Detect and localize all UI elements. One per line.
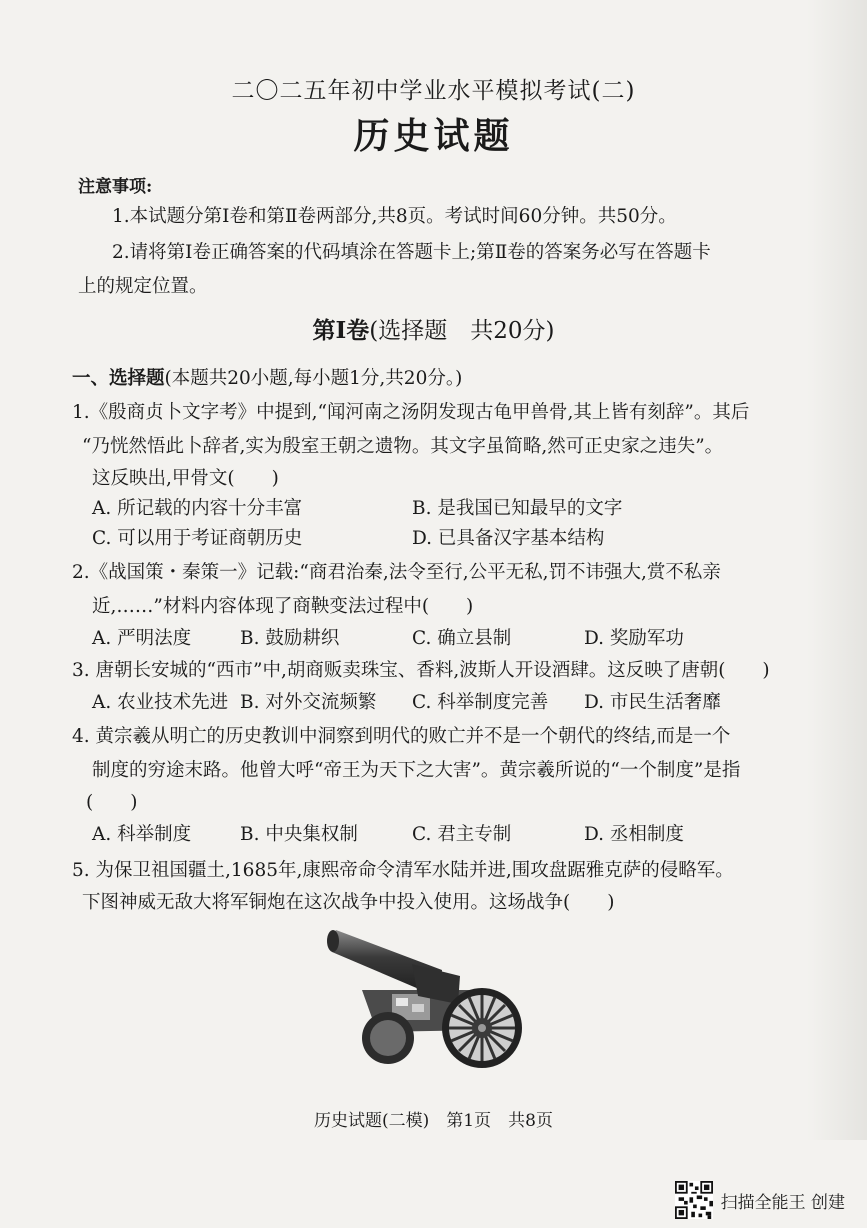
q4-line-3: ( )	[86, 792, 138, 813]
part-heading-row	[72, 364, 462, 390]
part-heading: 一、选择题	[72, 368, 165, 389]
q2-line-2: 近,……”材料内容体现了商鞅变法过程中( )	[92, 596, 474, 617]
q1-option-a: A. 所记载的内容十分丰富	[92, 498, 303, 519]
page-footer: 历史试题(二模) 第1页 共8页	[314, 1111, 553, 1131]
qr-code-icon	[675, 1181, 713, 1219]
q4-option-b: B. 中央集权制	[240, 824, 358, 845]
section-title	[0, 312, 867, 345]
scanner-watermark	[675, 1180, 845, 1220]
scan-shadow	[807, 0, 867, 1140]
section-title-prefix: 第Ⅰ卷	[312, 317, 370, 344]
part-desc: (本题共20小题,每小题1分,共20分。)	[164, 368, 463, 389]
watermark-text: 扫描全能王 创建	[720, 1192, 845, 1213]
q1-line-3: 这反映出,甲骨文( )	[92, 468, 279, 489]
q1-option-c: C. 可以用于考证商朝历史	[92, 528, 303, 549]
q1-option-b: B. 是我国已知最早的文字	[412, 498, 623, 519]
notice-item-1: 1.本试题分第Ⅰ卷和第Ⅱ卷两部分,共8页。考试时间60分钟。共50分。	[112, 206, 677, 227]
q4-line-2: 制度的穷途末路。他曾大呼“帝王为天下之大害”。黄宗羲所说的“一个制度”是指	[92, 760, 741, 781]
exam-subtitle: 二〇二五年初中学业水平模拟考试(二)	[231, 78, 636, 104]
notice-item-2-cont: 上的规定位置。	[78, 276, 208, 297]
q1-line-1: 1.《殷商贞卜文字考》中提到,“闻河南之汤阴发现古龟甲兽骨,其上皆有刻辞”。其后	[72, 402, 750, 423]
q5-line-1: 5. 为保卫祖国疆土,1685年,康熙帝命令清军水陆并进,围攻盘踞雅克萨的侵略军。	[72, 860, 734, 881]
q3-option-b: B. 对外交流频繁	[240, 692, 377, 713]
q4-option-d: D. 丞相制度	[584, 824, 684, 845]
notice-heading: 注意事项:	[78, 177, 153, 197]
q1-option-d: D. 已具备汉字基本结构	[412, 528, 605, 549]
q2-option-d: D. 奖励军功	[584, 628, 684, 649]
q3-option-c: C. 科举制度完善	[412, 692, 549, 713]
q4-option-a: A. 科举制度	[92, 824, 192, 845]
q2-option-c: C. 确立县制	[412, 628, 512, 649]
q3-option-a: A. 农业技术先进	[92, 692, 229, 713]
q2-line-1: 2.《战国策・秦策一》记载:“商君治秦,法令至行,公平无私,罚不讳强大,赏不私亲	[72, 562, 721, 583]
q3-line-1: 3. 唐朝长安城的“西市”中,胡商贩卖珠宝、香料,波斯人开设酒肆。这反映了唐朝( )	[72, 660, 770, 681]
notice-item-2: 2.请将第Ⅰ卷正确答案的代码填涂在答题卡上;第Ⅱ卷的答案务必写在答题卡	[112, 242, 711, 263]
cannon-image	[322, 920, 532, 1070]
section-title-rest: (选择题 共20分)	[369, 318, 555, 344]
q3-option-d: D. 市民生活奢靡	[584, 692, 721, 713]
q1-line-2: “乃恍然悟此卜辞者,实为殷室王朝之遗物。其文字虽简略,然可正史家之违失”。	[82, 436, 724, 457]
exam-title: 历史试题	[353, 115, 514, 157]
q5-line-2: 下图神威无敌大将军铜炮在这次战争中投入使用。这场战争( )	[82, 892, 615, 913]
q4-line-1: 4. 黄宗羲从明亡的历史教训中洞察到明代的败亡并不是一个朝代的终结,而是一个	[72, 726, 731, 747]
q2-option-b: B. 鼓励耕织	[240, 628, 340, 649]
q4-option-c: C. 君主专制	[412, 824, 512, 845]
q2-option-a: A. 严明法度	[92, 628, 192, 649]
